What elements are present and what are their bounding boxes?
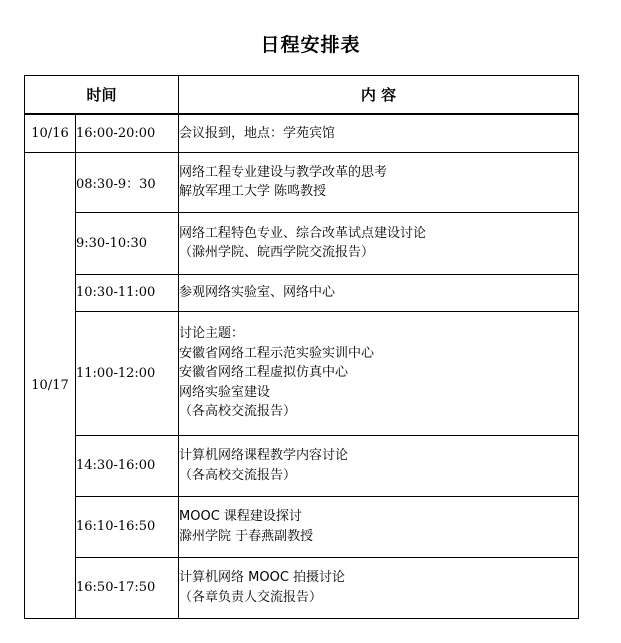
content-line: 讨论主题： <box>179 326 245 342</box>
time-cell: 14:30-16:00 <box>76 435 179 496</box>
date-cell: 10/17 <box>25 152 76 618</box>
content-line: 滁州学院 于春燕副教授 <box>179 528 314 544</box>
table-row <box>25 311 579 435</box>
time-cell: 16:50-17:50 <box>76 557 179 618</box>
content-line: 网络工程专业建设与教学改革的思考 <box>179 164 388 180</box>
table-header-row <box>25 76 579 115</box>
content-cell <box>179 311 579 435</box>
content-cell <box>179 114 579 152</box>
content-line: 安徽省网络工程虚拟仿真中心 <box>179 365 349 381</box>
content-line: 解放军理工大学 陈鸣教授 <box>179 184 327 199</box>
time-cell: 9:30-10:30 <box>76 212 179 274</box>
table-row <box>25 496 579 557</box>
date-cell: 10/16 <box>25 114 76 152</box>
content-line: 网络实验室建设 <box>179 384 271 400</box>
content-cell <box>179 152 579 212</box>
time-cell: 16:00-20:00 <box>76 114 179 152</box>
content-line: （各高校交流报告） <box>179 404 297 420</box>
table-row <box>25 212 579 274</box>
content-cell <box>179 435 579 496</box>
content-line: （滁州学院、皖西学院交流报告） <box>179 245 375 260</box>
schedule-table <box>24 75 579 619</box>
content-line: 安徽省网络工程示范实验实训中心 <box>179 345 375 361</box>
table-row <box>25 114 579 152</box>
content-cell <box>179 496 579 557</box>
content-line: 网络工程特色专业、综合改革试点建设讨论 <box>179 225 427 241</box>
content-line: （各章负责人交流报告） <box>179 589 323 605</box>
content-line: MOOC 课程建设探讨 <box>179 509 302 524</box>
content-cell <box>179 274 579 311</box>
time-cell: 16:10-16:50 <box>76 496 179 557</box>
page-title: 日程安排表 <box>260 34 361 56</box>
table-row <box>25 152 579 212</box>
table-row <box>25 557 579 618</box>
content-line: 计算机网络 MOOC 拍摄讨论 <box>179 570 346 585</box>
table-row <box>25 435 579 496</box>
time-cell: 11:00-12:00 <box>76 311 179 435</box>
content-line: 会议报到，地点：学苑宾馆 <box>179 125 336 141</box>
time-cell: 10:30-11:00 <box>76 274 179 311</box>
content-line: 参观网络实验室、网络中心 <box>179 284 336 300</box>
content-cell <box>179 557 579 618</box>
table-row <box>25 274 579 311</box>
content-line: （各高校交流报告） <box>179 467 297 483</box>
header-time: 时间 <box>25 76 179 115</box>
content-cell <box>179 212 579 274</box>
time-cell: 08:30-9：30 <box>76 152 179 212</box>
content-line: 计算机网络课程教学内容讨论 <box>179 448 349 463</box>
header-content: 内 容 <box>179 76 579 115</box>
